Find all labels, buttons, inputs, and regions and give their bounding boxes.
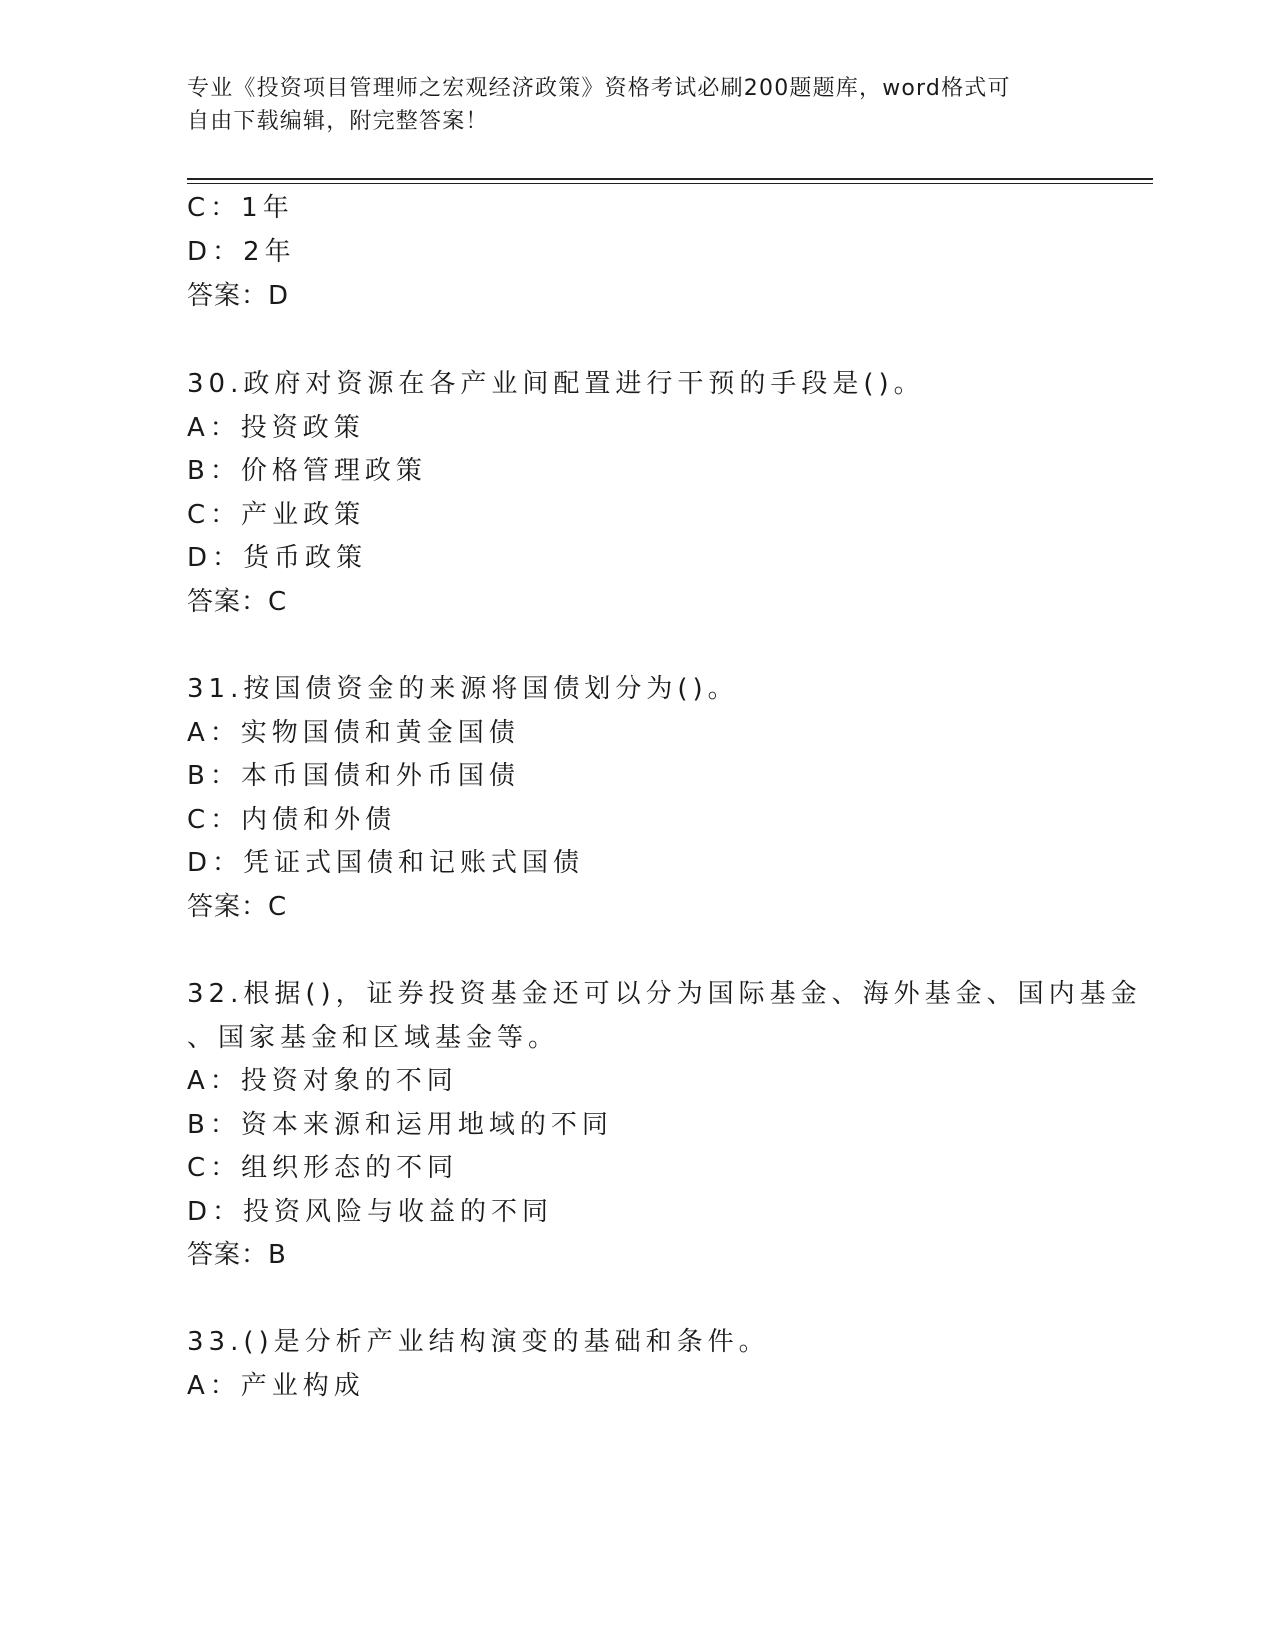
question-32-option-a: A：投资对象的不同 xyxy=(187,1066,458,1096)
question-31-option-a: A：实物国债和黄金国债 xyxy=(187,718,520,748)
question-30-stem: 30.政府对资源在各产业间配置进行干预的手段是()。 xyxy=(187,369,925,399)
option-d: D：2年 xyxy=(187,237,296,267)
question-32-stem-continued: 、国家基金和区域基金等。 xyxy=(187,1023,560,1053)
header-divider-thin xyxy=(187,183,1153,184)
question-33-stem: 33.()是分析产业结构演变的基础和条件。 xyxy=(187,1327,770,1357)
header-line-2: 自由下载编辑，附完整答案！ xyxy=(187,109,489,134)
question-30-answer: 答案：C xyxy=(187,587,288,617)
question-31-option-d: D：凭证式国债和记账式国债 xyxy=(187,848,585,878)
question-31-stem: 31.按国债资金的来源将国债划分为()。 xyxy=(187,674,739,704)
question-30-option-a: A：投资政策 xyxy=(187,413,365,443)
question-32-option-b: B：资本来源和运用地域的不同 xyxy=(187,1110,613,1140)
header-divider xyxy=(187,178,1153,180)
question-32-option-d: D：投资风险与收益的不同 xyxy=(187,1197,554,1227)
option-c: C：1年 xyxy=(187,193,294,223)
question-32-stem: 32.根据()，证券投资基金还可以分为国际基金、海外基金、国内基金 xyxy=(187,979,1142,1009)
header-line-1: 专业《投资项目管理师之宏观经济政策》资格考试必刷200题题库，word格式可 xyxy=(187,76,1011,101)
question-33-option-a: A：产业构成 xyxy=(187,1371,365,1401)
question-31-option-b: B：本币国债和外币国债 xyxy=(187,761,520,791)
document-header xyxy=(187,72,1067,138)
question-32-answer: 答案：B xyxy=(187,1240,287,1270)
question-30-option-b: B：价格管理政策 xyxy=(187,456,427,486)
question-32-option-c: C：组织形态的不同 xyxy=(187,1153,459,1183)
question-30-option-d: D：货币政策 xyxy=(187,543,368,573)
question-30-option-c: C：产业政策 xyxy=(187,500,366,530)
question-31-answer: 答案：C xyxy=(187,892,288,922)
answer: 答案：D xyxy=(187,281,290,311)
question-31-option-c: C：内债和外债 xyxy=(187,805,397,835)
